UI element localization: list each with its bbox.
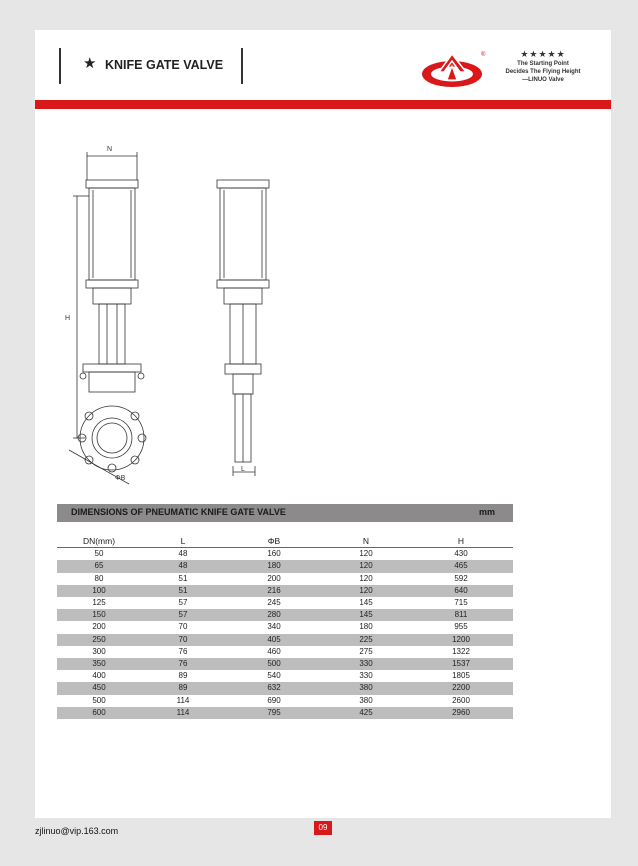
table-cell: 120 xyxy=(359,573,373,583)
table-cell: 120 xyxy=(359,549,373,559)
table-cell: 430 xyxy=(454,549,468,559)
table-cell: 795 xyxy=(225,707,323,719)
table-row xyxy=(57,573,513,585)
table-cell: 380 xyxy=(359,695,373,705)
table-cell: 640 xyxy=(409,585,513,597)
table-cell: 225 xyxy=(323,634,409,646)
tagline-stars: ★★★★★ xyxy=(520,49,566,59)
table-row xyxy=(57,658,513,670)
dimensions-table xyxy=(57,535,513,719)
dimension-l-label: L xyxy=(241,466,245,473)
header-divider-right xyxy=(241,48,243,84)
table-cell: 180 xyxy=(359,622,373,632)
table-cell: 2600 xyxy=(452,695,470,705)
table-unit: mm xyxy=(478,507,495,517)
table-cell: 715 xyxy=(454,598,468,608)
table-cell: 89 xyxy=(178,671,188,681)
table-cell: 400 xyxy=(92,671,106,681)
table-row xyxy=(57,609,513,621)
table-cell: 690 xyxy=(267,695,281,705)
table-cell: 114 xyxy=(176,695,190,705)
table-row xyxy=(57,560,513,572)
table-cell: 245 xyxy=(267,598,281,608)
table-title: DIMENSIONS OF PNEUMATIC KNIFE GATE VALVE xyxy=(71,507,286,517)
table-cell: 76 xyxy=(141,658,225,670)
table-cell: 465 xyxy=(409,560,513,572)
table-cell: 70 xyxy=(178,622,188,632)
table-cell: 120 xyxy=(323,585,409,597)
table-cell: 2960 xyxy=(409,707,513,719)
table-cell: 1805 xyxy=(452,671,470,681)
footer-email: zjlinuo@vip.163.com xyxy=(35,826,119,836)
table-cell: 114 xyxy=(141,707,225,719)
table-cell: 250 xyxy=(57,634,141,646)
table-cell: 1322 xyxy=(452,646,470,656)
table-cell: 405 xyxy=(225,634,323,646)
page-number: 09 xyxy=(314,821,332,835)
table-cell: 1200 xyxy=(409,634,513,646)
page-title: KNIFE GATE VALVE xyxy=(105,58,224,72)
table-row xyxy=(57,548,513,561)
table-cell: 51 xyxy=(141,585,225,597)
table-cell: 150 xyxy=(57,609,141,621)
table-row xyxy=(57,707,513,719)
table-cell: 280 xyxy=(225,609,323,621)
table-cell: 540 xyxy=(267,671,281,681)
table-title-bar xyxy=(57,504,513,522)
star-icon: ★ xyxy=(83,55,97,72)
column-header: ΦB xyxy=(225,535,323,548)
table-cell: 2200 xyxy=(409,682,513,694)
table-cell: 300 xyxy=(92,646,106,656)
table-cell: 200 xyxy=(92,622,106,632)
valve-technical-drawing xyxy=(49,138,269,482)
table-row xyxy=(57,597,513,609)
table-cell: 48 xyxy=(141,560,225,572)
table-cell: 200 xyxy=(267,573,281,583)
table-cell: 330 xyxy=(359,671,373,681)
table-cell: 125 xyxy=(92,598,106,608)
table-cell: 51 xyxy=(178,573,188,583)
table-cell: 48 xyxy=(178,549,188,559)
table-cell: 100 xyxy=(57,585,141,597)
registered-mark: ® xyxy=(481,52,486,58)
table-cell: 145 xyxy=(323,609,409,621)
table-row xyxy=(57,621,513,633)
table-cell: 500 xyxy=(92,695,106,705)
table-cell: 120 xyxy=(323,560,409,572)
column-header: H xyxy=(409,535,513,548)
column-header: DN(mm) xyxy=(57,535,141,548)
catalog-page xyxy=(35,30,611,818)
table-cell: 160 xyxy=(267,549,281,559)
table-cell: 70 xyxy=(141,634,225,646)
table-cell: 450 xyxy=(57,682,141,694)
table-cell: 330 xyxy=(323,658,409,670)
table-cell: 811 xyxy=(409,609,513,621)
dimension-n-label: N xyxy=(107,146,113,153)
table-cell: 600 xyxy=(57,707,141,719)
table-cell: 1537 xyxy=(409,658,513,670)
table-cell: 89 xyxy=(141,682,225,694)
table-cell: 592 xyxy=(454,573,468,583)
dimension-h-label: H xyxy=(65,315,71,322)
header-red-bar xyxy=(35,100,611,109)
table-row xyxy=(57,695,513,707)
tagline-line-1: The Starting Point xyxy=(517,61,569,67)
table-cell: 57 xyxy=(141,609,225,621)
table-cell: 216 xyxy=(225,585,323,597)
table-cell: 380 xyxy=(323,682,409,694)
table-row xyxy=(57,634,513,646)
table-cell: 76 xyxy=(178,646,188,656)
table-cell: 80 xyxy=(94,573,104,583)
header-divider-left xyxy=(59,48,61,84)
table-cell: 955 xyxy=(454,622,468,632)
tagline xyxy=(497,49,589,84)
table-cell: 65 xyxy=(57,560,141,572)
table-cell: 50 xyxy=(94,549,104,559)
table-cell: 460 xyxy=(267,646,281,656)
table-cell: 632 xyxy=(225,682,323,694)
table-cell: 425 xyxy=(323,707,409,719)
table-cell: 57 xyxy=(178,598,188,608)
tagline-line-3: —LINUO Valve xyxy=(522,77,564,83)
table-row xyxy=(57,646,513,658)
table-header-row xyxy=(57,535,513,548)
linuo-logo-icon xyxy=(419,46,489,90)
table-cell: 180 xyxy=(225,560,323,572)
table-row xyxy=(57,670,513,682)
column-header: L xyxy=(141,535,225,548)
table-cell: 275 xyxy=(359,646,373,656)
dimension-b-label: ΦB xyxy=(115,475,126,482)
tagline-line-2: Decides The Flying Height xyxy=(505,69,581,75)
table-cell: 340 xyxy=(267,622,281,632)
table-row xyxy=(57,682,513,694)
column-header: N xyxy=(323,535,409,548)
table-cell: 350 xyxy=(57,658,141,670)
table-row xyxy=(57,585,513,597)
table-cell: 145 xyxy=(359,598,373,608)
table-cell: 500 xyxy=(225,658,323,670)
